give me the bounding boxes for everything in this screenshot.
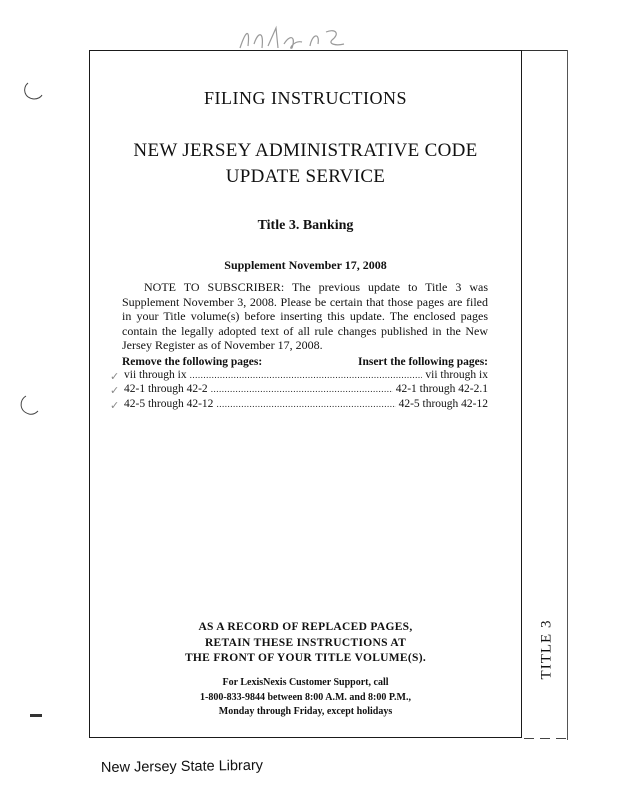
supplement-date: Supplement November 17, 2008 <box>224 258 387 272</box>
note-to-subscriber: NOTE TO SUBSCRIBER: The previous update to Title 3 was Supplement November 3, 2008. Please be certain that those pages are filed in your Title volume(s) before inserting this update. The enclosed pages contain the legally adopted text of all rule changes published in the New Jersey Register as of November 17, 2008. <box>122 280 488 353</box>
record-line-1: AS A RECORD OF REPLACED PAGES, <box>198 621 413 633</box>
check-mark-icon: ✓ <box>110 371 120 383</box>
check-mark-icon: ✓ <box>110 399 120 412</box>
tab-edge-dash <box>524 738 534 739</box>
remove-pages: vii through ix <box>124 369 187 381</box>
tab-edge-top <box>522 50 568 51</box>
service-heading-line1: NEW JERSEY ADMINISTRATIVE CODE <box>133 140 478 161</box>
dot-leader <box>216 399 395 409</box>
record-line-2: RETAIN THESE INSTRUCTIONS AT <box>204 636 407 649</box>
support-line-1: For LexisNexis Customer Support, call <box>222 677 389 688</box>
tab-edge-dash <box>540 738 550 739</box>
insert-pages: 42-1 through 42-2.1 <box>395 383 488 396</box>
remove-pages: 42-5 through 42-12 <box>124 397 214 410</box>
customer-support <box>89 676 522 720</box>
record-notice <box>89 620 522 667</box>
insert-pages: vii through ix <box>425 369 488 381</box>
support-line-3: Monday through Friday, except holidays <box>218 706 393 717</box>
record-line-3: THE FRONT OF YOUR TITLE VOLUME(S). <box>184 652 427 664</box>
title-name: Title 3. Banking <box>257 218 354 233</box>
table-row <box>110 369 488 383</box>
insert-header: Insert the following pages: <box>357 356 488 368</box>
support-line-2: 1-800-833-9844 between 8:00 A.M. and 8:00 P.M., <box>199 691 411 703</box>
service-heading <box>89 138 522 190</box>
pages-table <box>110 369 488 412</box>
dot-leader <box>211 384 393 394</box>
punch-hole-top <box>22 80 44 102</box>
check-mark-icon: ✓ <box>110 385 120 398</box>
tab-edge-right <box>567 50 568 740</box>
table-row <box>110 397 488 412</box>
table-row <box>110 383 488 398</box>
margin-mark <box>30 714 42 717</box>
insert-pages: 42-5 through 42-12 <box>398 397 488 410</box>
filing-instructions-heading: FILING INSTRUCTIONS <box>204 88 407 108</box>
title-tab-label: TITLE 3 <box>538 619 555 679</box>
pages-table-header <box>122 356 488 368</box>
service-heading-line2: UPDATE SERVICE <box>225 166 386 187</box>
tab-edge-dash <box>556 738 566 739</box>
library-stamp: New Jersey State Library <box>100 757 264 776</box>
dot-leader <box>190 370 423 380</box>
punch-hole-middle <box>18 394 40 416</box>
remove-header: Remove the following pages: <box>122 356 263 368</box>
title-tab <box>527 612 567 686</box>
remove-pages: 42-1 through 42-2 <box>124 383 208 396</box>
